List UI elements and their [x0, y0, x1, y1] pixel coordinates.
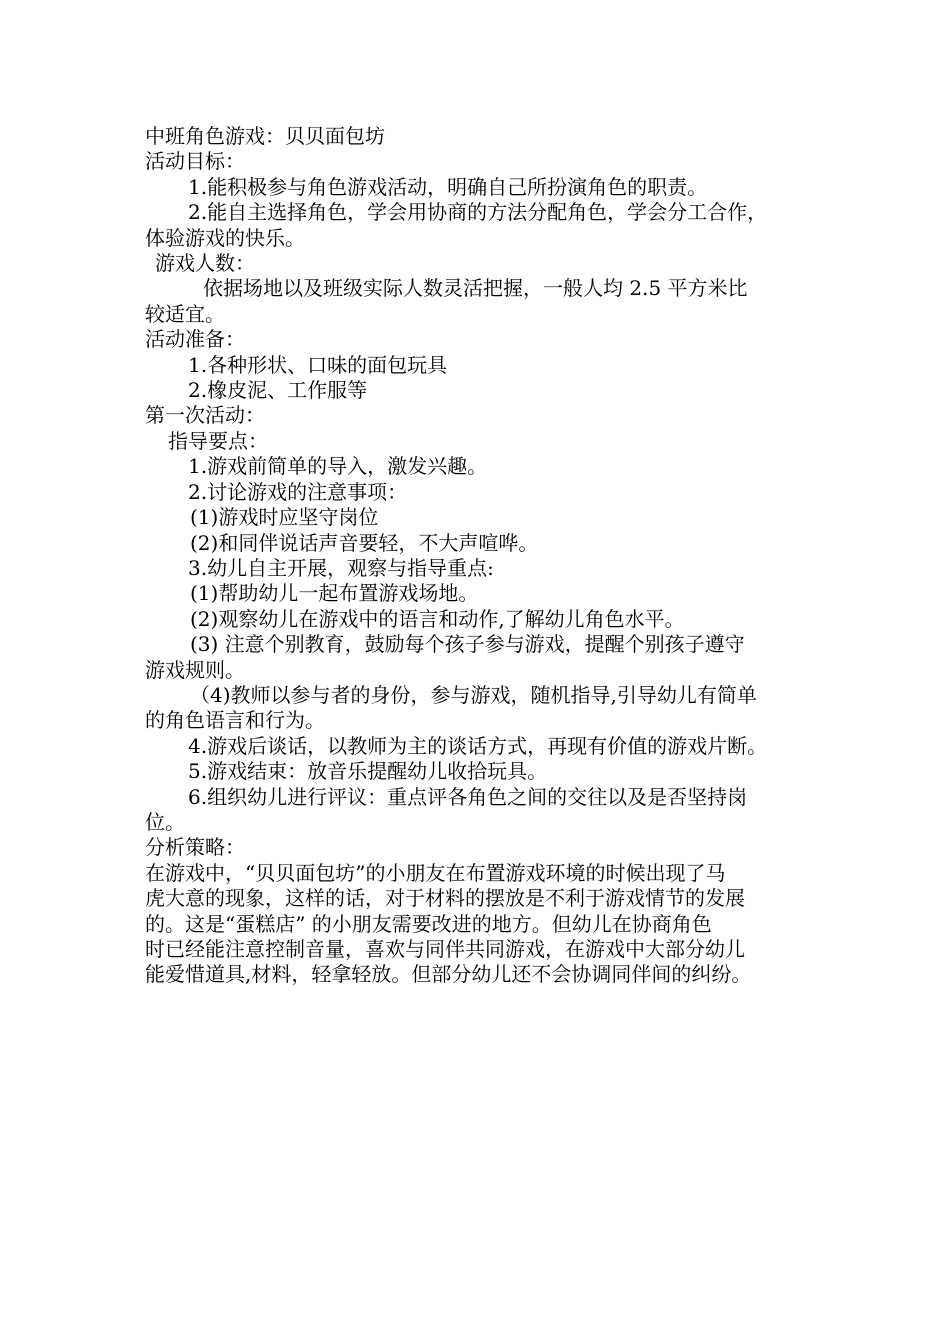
guide-item-6-line1: 6.组织幼儿进行评议：重点评各角色之间的交往以及是否坚持岗	[188, 784, 748, 809]
analysis-heading: 分析策略：	[145, 835, 245, 860]
guide-item-3: 3.幼儿自主开展，观察与指导重点:	[188, 555, 494, 580]
guide-item-3-3-line2: 游戏规则。	[145, 657, 245, 682]
guide-item-6-line2: 位。	[145, 809, 185, 834]
goal-item-1: 1.能积极参与角色游戏活动，明确自己所扮演角色的职责。	[188, 174, 708, 199]
analysis-text-line5: 能爱惜道具,材料，轻拿轻放。但部分幼儿还不会协调同伴间的纠纷。	[145, 962, 752, 987]
guide-item-3-3-line1: (3) 注意个别教育，鼓励每个孩子参与游戏，提醒个别孩子遵守	[190, 632, 745, 657]
goals-heading: 活动目标：	[145, 149, 245, 174]
prep-heading: 活动准备：	[145, 327, 245, 352]
guide-item-5: 5.游戏结束：放音乐提醒幼儿收拾玩具。	[188, 759, 548, 784]
guide-item-3-4-line1: （4)教师以参与者的身份，参与游戏，随机指导,引导幼儿有简单	[190, 682, 757, 707]
analysis-text-line1: 在游戏中，“贝贝面包坊”的小朋友在布置游戏环境的时候出现了马	[145, 860, 726, 885]
players-heading: 游戏人数：	[155, 251, 255, 276]
analysis-text-line3: 的。这是“蛋糕店” 的小朋友需要改进的地方。但幼儿在协商角色	[145, 911, 712, 936]
document-title: 中班角色游戏：贝贝面包坊	[145, 124, 385, 148]
goal-item-2-line2: 体验游戏的快乐。	[145, 225, 305, 250]
guide-item-4: 4.游戏后谈话，以教师为主的谈话方式，再现有价值的游戏片断。	[188, 733, 768, 758]
document-body	[145, 124, 825, 988]
prep-item-2: 2.橡皮泥、工作服等	[188, 378, 368, 403]
analysis-text-line2: 虎大意的现象，这样的话，对于材料的摆放是不利于游戏情节的发展	[145, 886, 745, 911]
prep-item-1: 1.各种形状、口味的面包玩具	[188, 352, 448, 377]
analysis-text-line4: 时已经能注意控制音量，喜欢与同伴共同游戏，在游戏中大部分幼儿	[145, 937, 745, 961]
guide-item-2-1: (1)游戏时应坚守岗位	[190, 505, 379, 530]
players-text-line1: 依据场地以及班级实际人数灵活把握，一般人均 2.5 平方米比	[203, 276, 748, 301]
guide-item-1: 1.游戏前简单的导入，激发兴趣。	[188, 454, 488, 479]
goal-item-2-line1: 2.能自主选择角色，学会用协商的方法分配角色，学会分工合作，	[188, 200, 768, 225]
first-activity-heading: 第一次活动：	[145, 403, 265, 428]
guide-item-2-2: (2)和同伴说话声音要轻，不大声喧哗。	[190, 530, 539, 555]
guide-item-3-1: (1)帮助幼儿一起布置游戏场地。	[190, 581, 479, 606]
guide-item-2: 2.讨论游戏的注意事项：	[188, 479, 408, 504]
players-text-line2: 较适宜。	[145, 301, 225, 326]
guide-item-3-4-line2: 的角色语言和行为。	[145, 708, 325, 733]
guide-heading: 指导要点：	[168, 428, 268, 453]
guide-item-3-2: (2)观察幼儿在游戏中的语言和动作,了解幼儿角色水平。	[190, 606, 685, 631]
